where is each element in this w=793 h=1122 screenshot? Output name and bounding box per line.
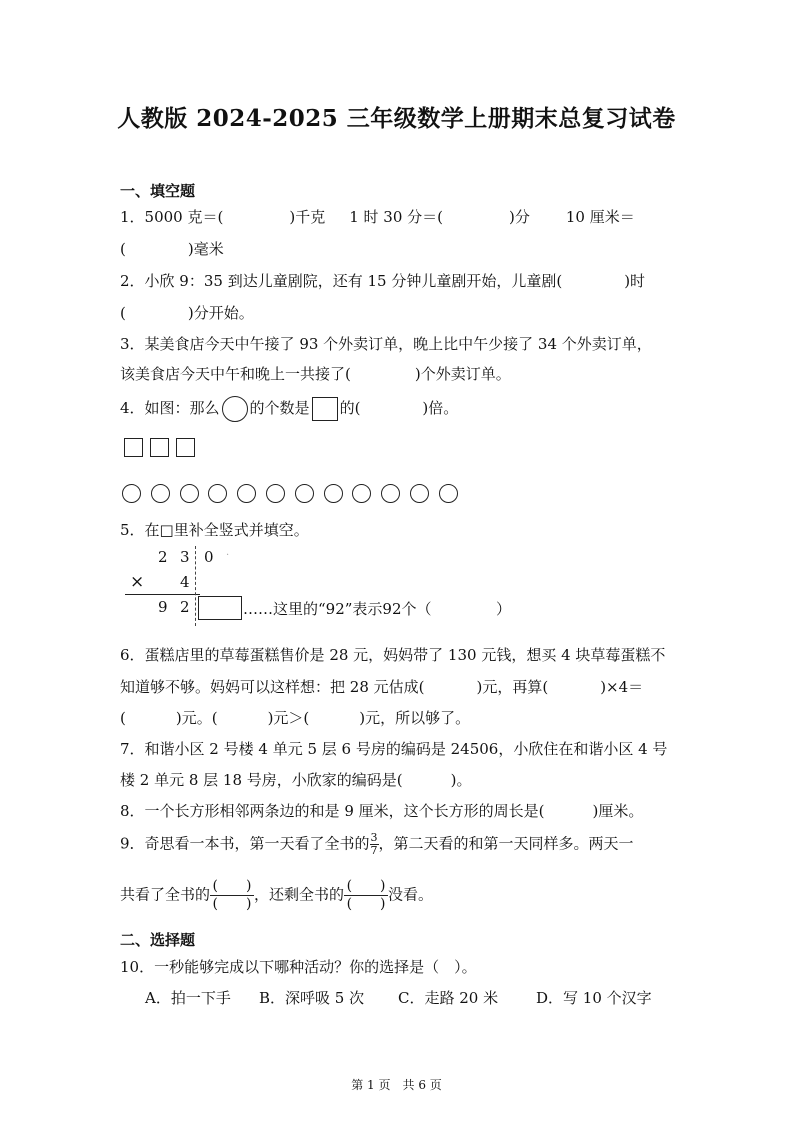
question-6-line-1: 6．蛋糕店里的草莓蛋糕售价是 28 元，妈妈带了 130 元钱，想买 4 块草莓蛋糕不 [120,646,666,664]
circle-shape [208,484,227,503]
digit: 9 [158,598,168,616]
q4-text-b: 的个数是 [249,399,310,417]
question-8-line [120,800,643,821]
q9-text-d: ，还剩全书的 [254,885,345,904]
circle-icon [222,396,248,422]
q3-text-a: 该美食店今天中午和晚上一共接了( [120,365,351,383]
q1-text-e: 10 厘米＝ [565,208,635,226]
question-1-line-2 [120,238,224,259]
circle-shape [410,484,429,503]
question-2-line-2 [120,302,254,323]
option-d[interactable]: D．写 10 个汉字 [536,989,652,1007]
digit: 3 [180,548,190,566]
divider-dashed-line [195,546,196,626]
circle-shape [122,484,141,503]
fraction-numerator: 3 [370,831,378,844]
q6-text-a: 知道够不够。妈妈可以这样想：把 28 元估成( [120,678,425,696]
circle-shape [237,484,256,503]
q6-text-f: )元＞( [267,709,310,727]
fraction-three-sevenths [370,832,379,857]
q2-text-b: )时 [624,272,646,290]
question-9-line-2 [120,878,433,913]
fraction-blank-numerator: ( ) [210,878,254,896]
question-4-line [120,396,458,422]
fraction-blank-denominator: ( ) [346,896,386,912]
q1-text-f: ( [120,240,126,258]
circle-shape [381,484,400,503]
q8-text-a: 8．一个长方形相邻两条边的和是 9 厘米，这个长方形的周长是( [120,802,545,820]
q2-text-d: )分开始。 [187,304,254,322]
digit: 2 [158,548,168,566]
question-5-prompt: 5．在□里补全竖式并填空。 [120,521,309,539]
q9-text-a: 9．奇思看一本书，第一天看了全书的 [120,834,370,853]
digit: 4 [180,573,190,591]
circle-shape [295,484,314,503]
q4-text-c: 的( [339,399,361,417]
q2-text-c: ( [120,304,126,322]
q7-text-a: 楼 2 单元 8 层 18 号房，小欣家的编码是( [120,771,403,789]
q6-text-d: ( [120,709,126,727]
square-shape [176,438,195,457]
question-9-line-1 [120,832,634,857]
q1-text-g: )毫米 [187,240,224,258]
fraction-blank-numerator: ( ) [344,878,388,896]
q1-text-c: 1 时 30 分＝( [349,208,443,226]
q9-text-c: 共看了全书的 [120,885,211,904]
option-b[interactable]: B．深呼吸 5 次 [259,989,365,1007]
square-icon [312,397,338,421]
q1-text-b: )千克 [289,208,326,226]
question-7-line-1: 7．和谐小区 2 号楼 4 单元 5 层 6 号房的编码是 24506，小欣住在和谐小区 4 号 [120,740,668,758]
q4-text-d: )倍。 [422,399,459,417]
section-heading-fill-blank: 一、填空题 [120,182,196,200]
result-line [125,594,200,595]
page-footer: 第 1 页 共 6 页 [351,1078,442,1092]
fraction-denominator: 7 [370,844,378,857]
q3-text-b: )个外卖订单。 [414,365,511,383]
question-2-line-1 [120,270,645,291]
q1-text-d: )分 [509,208,530,226]
faint-mark: · [226,550,230,561]
question-3-line-2 [120,363,511,384]
q7-text-b: )。 [450,771,472,789]
question-3-line-1: 3．某美食店今天中午接了 93 个外卖订单，晚上比中午少接了 34 个外卖订单， [120,335,652,353]
answer-box[interactable] [198,596,242,620]
q6-text-c: )×4＝ [600,678,644,696]
question-7-line-2 [120,769,472,790]
q6-text-b: )元，再算( [476,678,549,696]
q1-text-a: 1．5000 克＝( [120,208,224,226]
fraction-blank-denominator: ( ) [212,896,252,912]
section-heading-choice: 二、选择题 [120,931,196,949]
question-1-line-1 [120,206,635,227]
circle-shape [151,484,170,503]
circle-shape [266,484,285,503]
square-shape [124,438,143,457]
question-10-stem: 10．一秒能够完成以下哪种活动？你的选择是（ ）。 [120,958,477,976]
circle-shape [180,484,199,503]
times-sign: × [130,572,145,592]
fraction-blank-1[interactable] [210,878,254,913]
q9-text-e: 没看。 [388,885,434,904]
digit: 0 [204,548,214,566]
option-c[interactable]: C．走路 20 米 [398,989,499,1007]
circle-shape [352,484,371,503]
question-6-line-2 [120,676,643,697]
q9-text-b: ，第二天看的和第一天同样多。两天一 [378,834,634,853]
digit: 2 [180,598,190,616]
circle-shape [439,484,458,503]
page-title: 人教版 2024-2025 三年级数学上册期末总复习试卷 [117,105,676,132]
q4-text-a: 4．如图：那么 [120,399,220,417]
circle-shape [324,484,343,503]
q6-text-e: )元。( [175,709,218,727]
q5-note: ……这里的“92”表示92个（ [243,600,432,618]
question-6-line-3 [120,707,470,728]
square-shape [150,438,169,457]
option-a[interactable]: A．拍一下手 [145,989,231,1007]
fraction-blank-2[interactable] [344,878,388,913]
q2-text-a: 2．小欣 9：35 到达儿童剧院，还有 15 分钟儿童剧开始，儿童剧( [120,272,563,290]
q8-text-b: )厘米。 [592,802,644,820]
q5-note-end: ） [496,600,512,618]
q6-text-g: )元，所以够了。 [359,709,471,727]
